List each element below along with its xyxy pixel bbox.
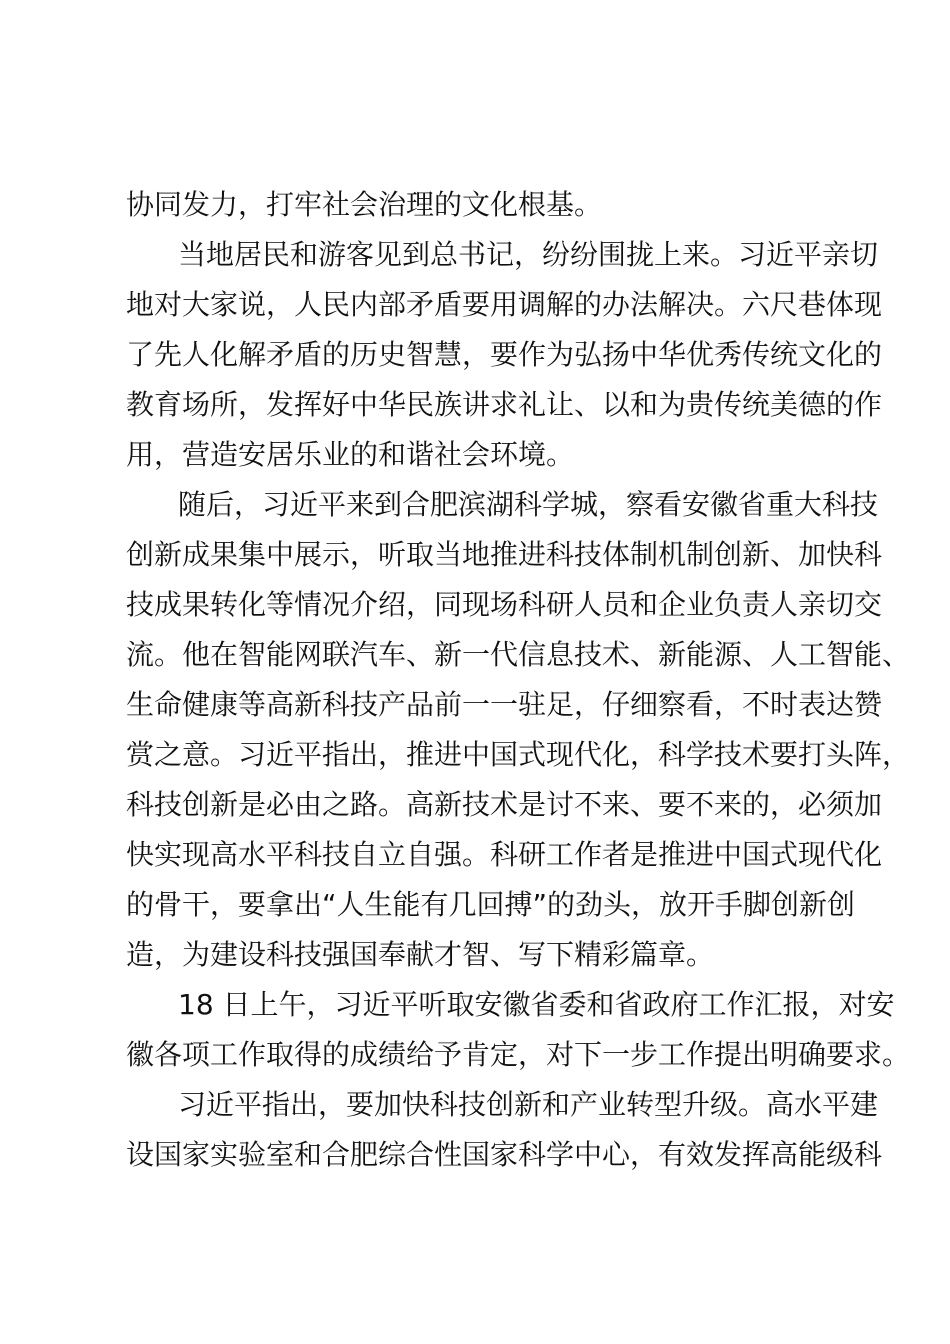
text-line: 协同发力，打牢社会治理的文化根基。 bbox=[126, 188, 603, 221]
text-line: 的骨干，要拿出“人生能有几回搏”的劲头，放开手脚创新创 bbox=[126, 888, 856, 921]
paragraph-start-line: 当地居民和游客见到总书记，纷纷围拢上来。习近平亲切 bbox=[178, 238, 879, 271]
text-line: 快实现高水平科技自立自强。科研工作者是推进中国式现代化 bbox=[126, 838, 883, 871]
paragraph-start-line: 随后，习近平来到合肥滨湖科学城，察看安徽省重大科技 bbox=[178, 488, 879, 521]
paragraph-start-line: 习近平指出，要加快科技创新和产业转型升级。高水平建 bbox=[178, 1088, 879, 1121]
text-line: 造，为建设科技强国奉献才智、写下精彩篇章。 bbox=[126, 938, 715, 971]
text-line: 创新成果集中展示，听取当地推进科技体制机制创新、加快科 bbox=[126, 538, 883, 571]
text-line: 地对大家说，人民内部矛盾要用调解的办法解决。六尺巷体现 bbox=[126, 288, 883, 321]
text-line: 教育场所，发挥好中华民族讲求礼让、以和为贵传统美德的作 bbox=[126, 388, 883, 421]
text-line: 技成果转化等情况介绍，同现场科研人员和企业负责人亲切交 bbox=[126, 588, 883, 621]
text-line: 用，营造安居乐业的和谐社会环境。 bbox=[126, 438, 575, 471]
text-line: 设国家实验室和合肥综合性国家科学中心，有效发挥高能级科 bbox=[126, 1138, 883, 1171]
text-line: 流。他在智能网联汽车、新一代信息技术、新能源、人工智能、 bbox=[126, 638, 911, 671]
text-line: 生命健康等高新科技产品前一一驻足，仔细察看，不时表达赞 bbox=[126, 688, 883, 721]
text-line: 了先人化解矛盾的历史智慧，要作为弘扬中华优秀传统文化的 bbox=[126, 338, 883, 371]
text-line: 科技创新是必由之路。高新技术是讨不来、要不来的，必须加 bbox=[126, 788, 883, 821]
text-line: 赏之意。习近平指出，推进中国式现代化，科学技术要打头阵， bbox=[126, 738, 911, 771]
paragraph-start-line: 18 日上午，习近平听取安徽省委和省政府工作汇报，对安 bbox=[178, 988, 895, 1021]
text-line: 徽各项工作取得的成绩给予肯定，对下一步工作提出明确要求。 bbox=[126, 1038, 911, 1071]
